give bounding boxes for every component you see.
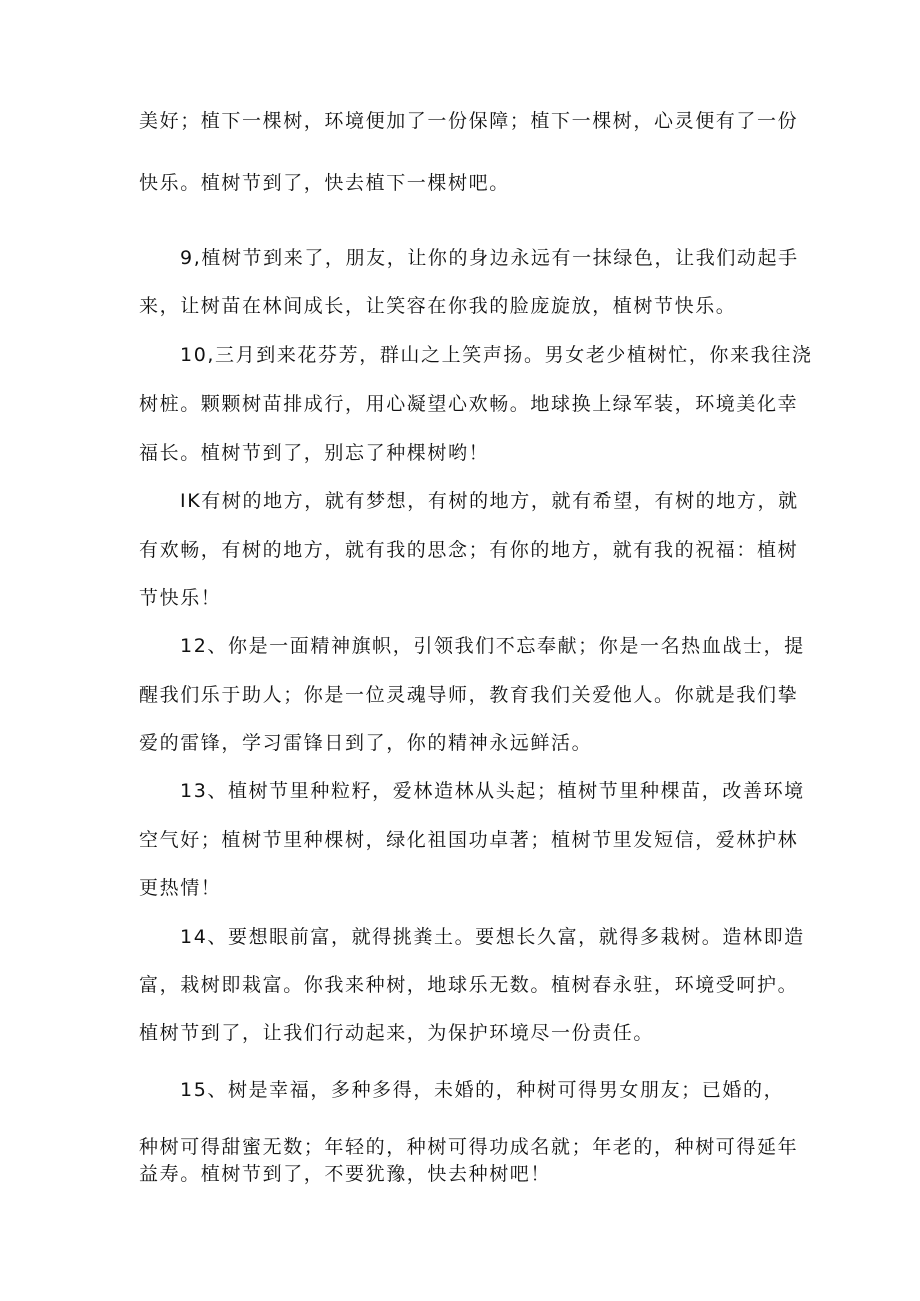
paragraph-14-line-1: 14、要想眼前富，就得挑粪土。要想长久富，就得多栽树。造林即造: [180, 926, 805, 948]
paragraph-10-line-2: 树桩。颗颗树苗排成行，用心凝望心欢畅。地球换上绿军装，环境美化幸: [139, 393, 799, 415]
paragraph-14-line-3: 植树节到了，让我们行动起来，为保护环境尽一份责任。: [139, 1022, 655, 1044]
paragraph-11-line-3: 节快乐！: [139, 587, 222, 609]
paragraph-11-line-2: 有欢畅，有树的地方，就有我的思念；有你的地方，就有我的祝福：植树: [139, 539, 799, 561]
paragraph-9-line-1: 9,植树节到来了，朋友，让你的身边永远有一抹绿色，让我们动起手: [180, 247, 799, 269]
paragraph-13-line-2: 空气好；植树节里种棵树，绿化祖国功卓著；植树节里发短信，爱林护林: [139, 829, 799, 851]
paragraph-10-line-1: 10,三月到来花芬芳，群山之上笑声扬。男女老少植树忙，你来我往浇: [180, 344, 813, 366]
paragraph-13-line-1: 13、植树节里种粒籽，爱林造林从头起；植树节里种棵苗，改善环境: [180, 780, 805, 802]
paragraph-12-line-1: 12、你是一面精神旗帜，引领我们不忘奉献；你是一名热血战士，提: [180, 635, 805, 657]
paragraph-15-line-1: 15、树是幸福，多种多得，未婚的，种树可得男女朋友；已婚的，: [180, 1079, 785, 1101]
paragraph-11-line-1: IK有树的地方，就有梦想，有树的地方，就有希望，有树的地方，就: [180, 490, 799, 512]
paragraph-10-line-3: 福长。植树节到了，别忘了种棵树哟！: [139, 442, 490, 464]
paragraph-12-line-2: 醒我们乐于助人；你是一位灵魂导师，教育我们关爱他人。你就是我们挚: [139, 684, 799, 706]
paragraph-9-line-2: 来，让树苗在林间成长，让笑容在你我的脸庞旋放，植树节快乐。: [139, 295, 737, 317]
paragraph-14-line-2: 富，栽树即栽富。你我来种树，地球乐无数。植树春永驻，环境受呵护。: [139, 974, 799, 996]
text-line: 快乐。植树节到了，快去植下一棵树吧。: [139, 172, 510, 194]
paragraph-15-line-3: 益寿。植树节到了，不要犹豫，快去种树吧！: [139, 1163, 552, 1185]
paragraph-13-line-3: 更热情！: [139, 877, 222, 899]
paragraph-15-line-2: 种树可得甜蜜无数；年轻的，种树可得功成名就；年老的，种树可得延年: [139, 1136, 799, 1158]
text-line: 美好；植下一棵树，环境便加了一份保障；植下一棵树，心灵便有了一份: [139, 110, 799, 132]
paragraph-12-line-3: 爱的雷锋，学习雷锋日到了，你的精神永远鲜活。: [139, 732, 593, 754]
